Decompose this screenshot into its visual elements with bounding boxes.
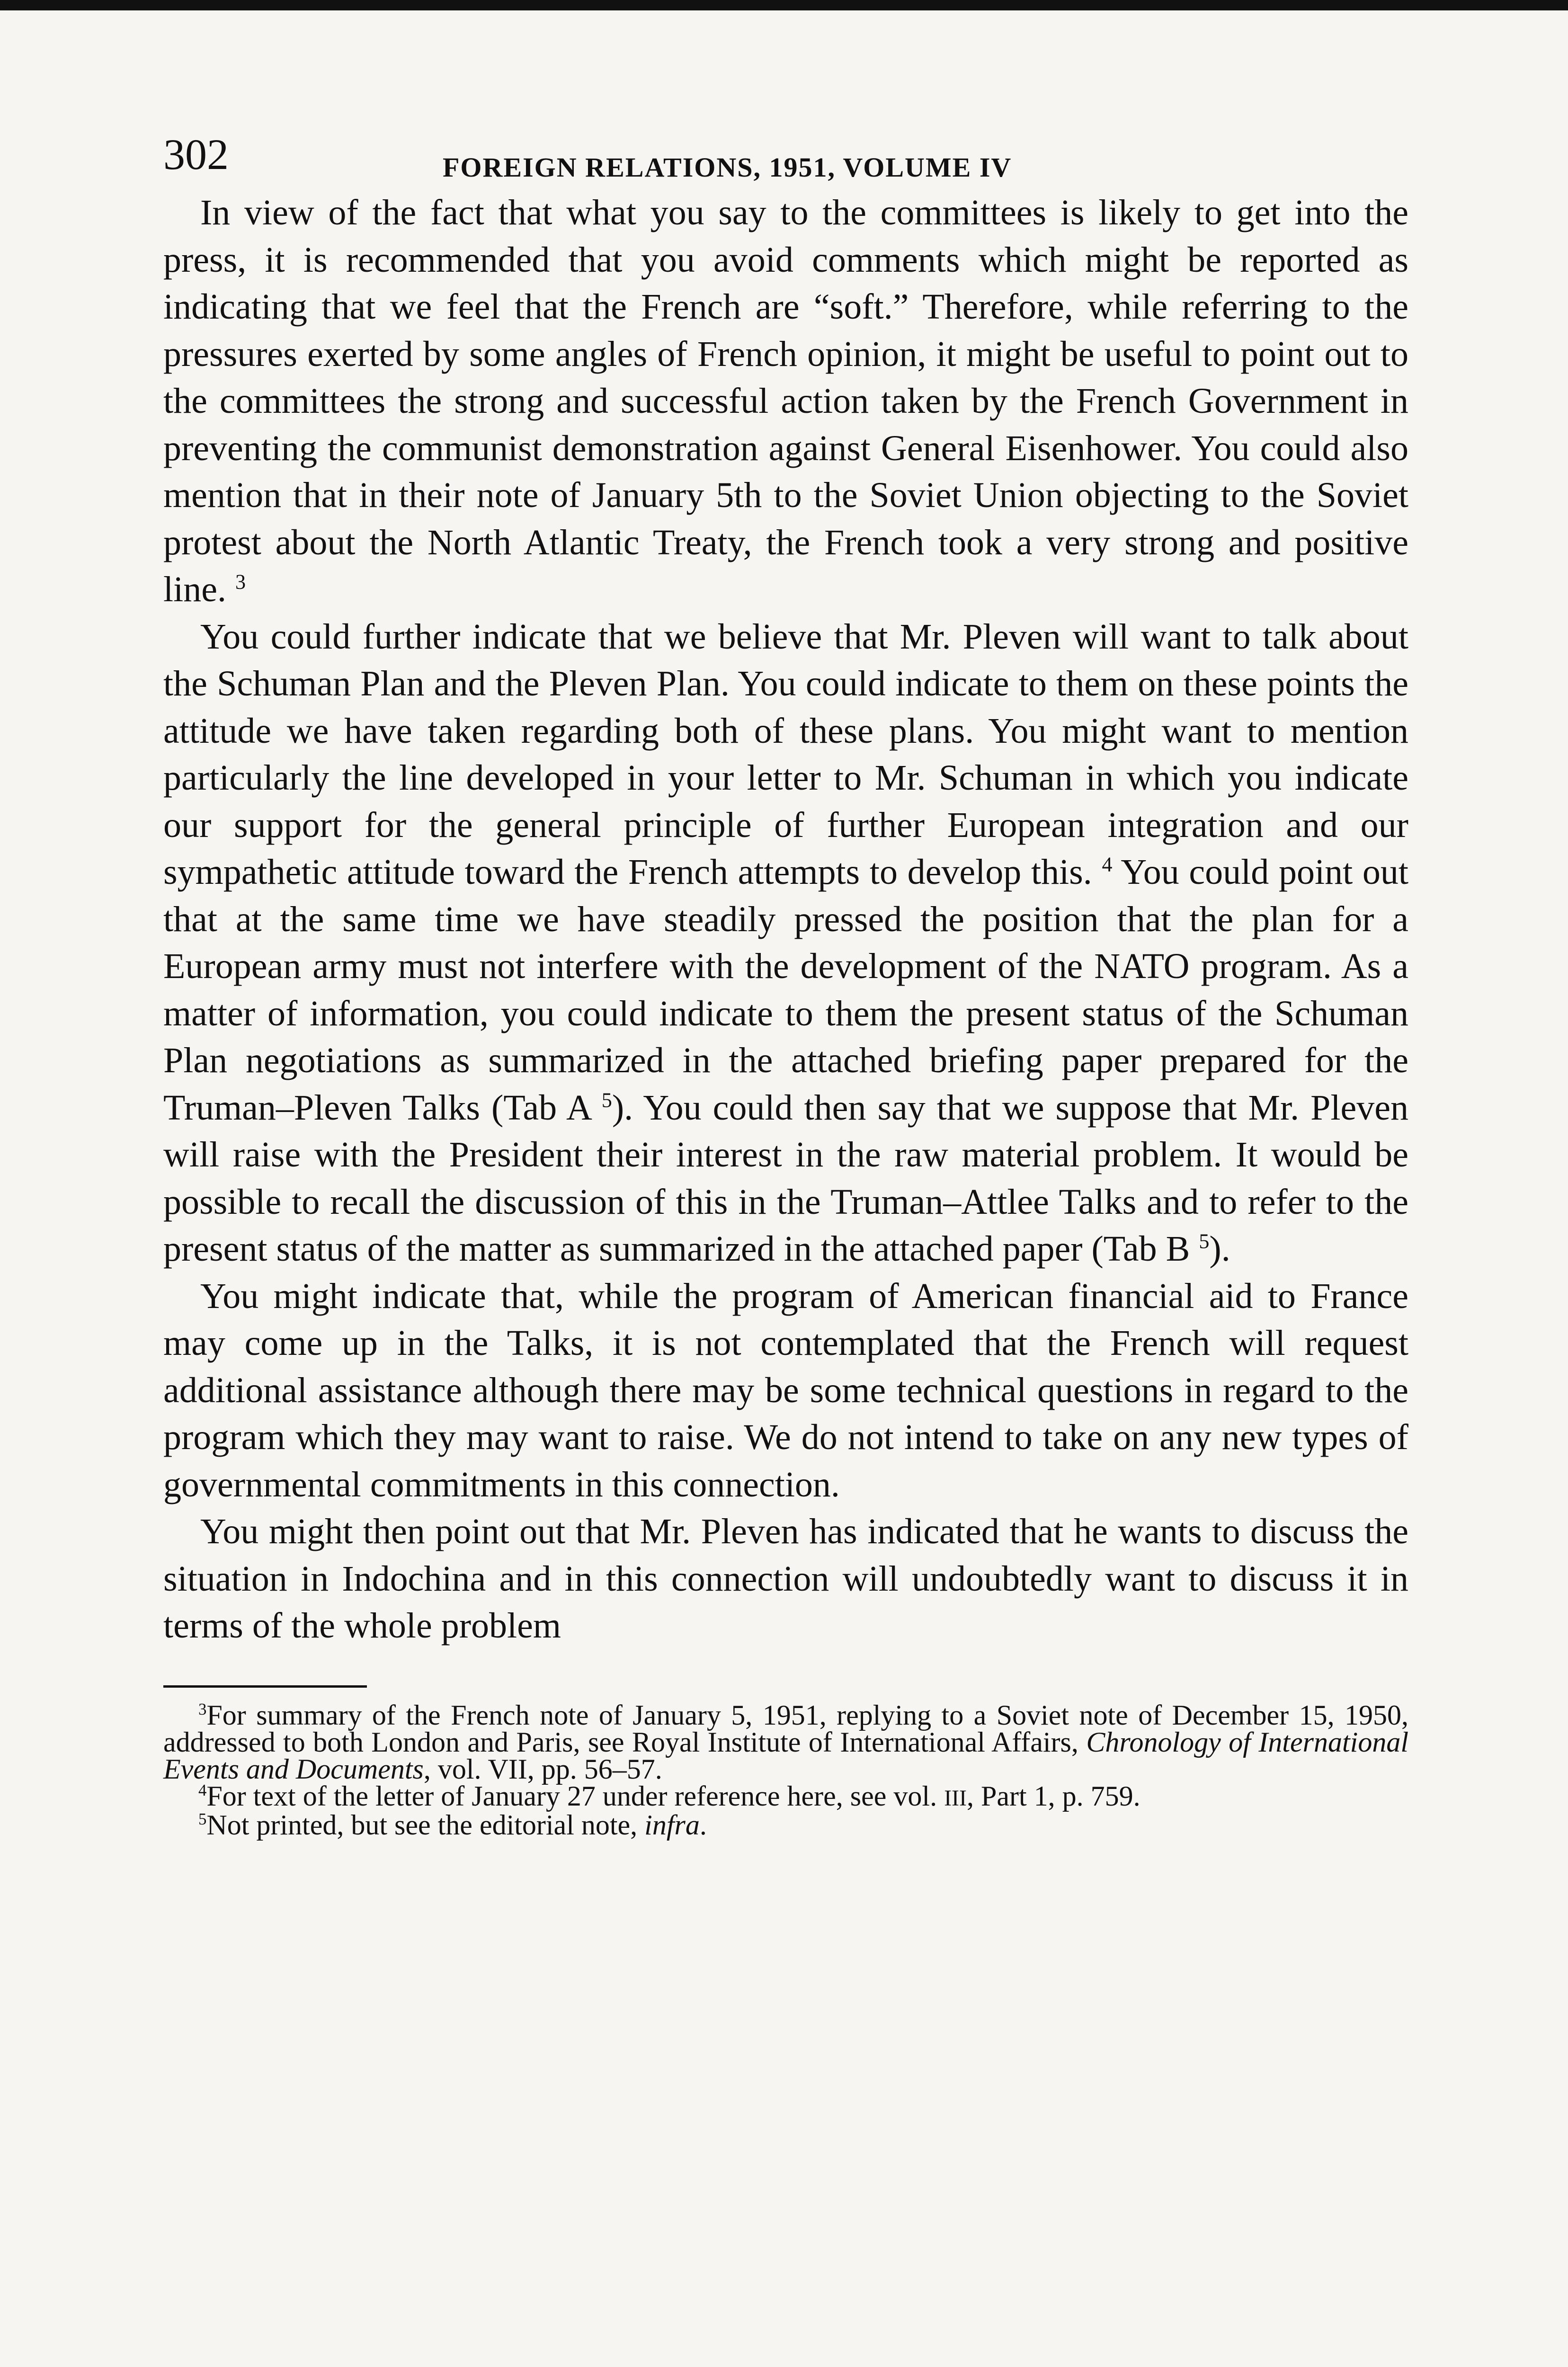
top-border	[0, 0, 1568, 10]
footnote-ref-5: 5	[1199, 1229, 1210, 1253]
footnote-title: Chronology of International Events and Documents	[163, 1726, 1408, 1785]
document-page	[163, 130, 1409, 1841]
paragraph-text: You might then point out that Mr. Pleven has indicated that he wants to discuss the situation in Indochina and in this connection will undoubtedly want to discuss it in terms of the whole problem	[163, 1512, 1408, 1646]
footnote-text: .	[699, 1809, 707, 1841]
footnote-text: Not printed, but see the editorial note,	[206, 1809, 645, 1841]
paragraph-3	[163, 1273, 1408, 1509]
footnote-ref-5: 5	[601, 1088, 612, 1112]
footnote-divider	[163, 1685, 367, 1688]
footnote-4	[163, 1780, 1408, 1812]
footnote-number: 3	[198, 1700, 207, 1718]
paragraph-text: You could further indicate that we believe that Mr. Pleven will want to talk about the Schuman Plan and the Pleven Plan. You could indicate to them on these points the attitude we have taken regarding both of these plans. You might want to mention particularly the line developed in your letter to Mr. Schuman in which you indicate our support for the general principle of further European integration and our sympathetic attitude toward the French attempts to develop this.	[163, 616, 1408, 892]
page-number: 302	[163, 130, 229, 178]
paragraph-1	[163, 189, 1408, 614]
paragraph-text: ).	[1209, 1229, 1230, 1269]
footnote-number: 5	[198, 1809, 207, 1828]
footnote-text: , vol. VII, pp. 56–57.	[423, 1753, 662, 1785]
footnote-ref-3: 3	[235, 570, 246, 594]
footnote-text: For summary of the French note of January 5, 1951, replying to a Soviet note of December 15, 1950, addressed to both London and Paris, see Royal Institute of International Affairs,	[163, 1699, 1408, 1758]
running-head	[163, 130, 1408, 189]
footnote-text: For text of the letter of January 27 under reference here, see vol.	[206, 1780, 944, 1812]
footnote-number: 4	[198, 1780, 207, 1799]
footnotes	[163, 1699, 1408, 1841]
body-text	[163, 189, 1408, 1650]
paragraph-2	[163, 614, 1408, 1273]
paragraph-4	[163, 1508, 1408, 1650]
paragraph-text: In view of the fact that what you say to the committees is likely to get into the press, it is recommended that you avoid comments which might be reported as indicating that we feel that the French are “soft.” Therefore, while referring to the pressures exerted by some angles of French opinion, it might be useful to point out to the committees the strong and successful action taken by the French Government in preventing the communist demonstration against General Eisenhower. You could also mention that in their note of January 5th to the Soviet Union objecting to the Soviet protest about the North Atlantic Treaty, the French took a very strong and positive line.	[163, 193, 1408, 609]
footnote-text: , Part 1, p. 759.	[967, 1780, 1140, 1812]
paragraph-text: ). You could then say that we suppose that Mr. Pleven will raise with the President their interest in the raw material problem. It would be possible to recall the discussion of this in the Truman–Attlee Talks and to refer to the present status of the matter as summarized in the attached paper (Tab B	[163, 1087, 1408, 1269]
footnote-volume: III	[944, 1785, 967, 1811]
footnote-italic: infra	[644, 1809, 700, 1841]
footnote-ref-4: 4	[1102, 853, 1113, 876]
footnote-5	[163, 1809, 1408, 1841]
running-title: FOREIGN RELATIONS, 1951, VOLUME IV	[443, 152, 1012, 183]
footnote-3	[163, 1699, 1408, 1785]
paragraph-text: You could point out that at the same time we have steadily pressed the position that the plan for a European army must not interfere with the development of the NATO program. As a matter of information, you could indicate to them the present status of the Schuman Plan negotiations as summarized in the attached briefing paper prepared for the Truman–Pleven Talks (Tab A	[163, 852, 1409, 1128]
paragraph-text: You might indicate that, while the program of American financial aid to France may come up in the Talks, it is not contemplated that the French will request additional assistance although there may be some technical questions in regard to the program which they may want to raise. We do not intend to take on any new types of governmental commitments in this connection.	[163, 1276, 1408, 1504]
